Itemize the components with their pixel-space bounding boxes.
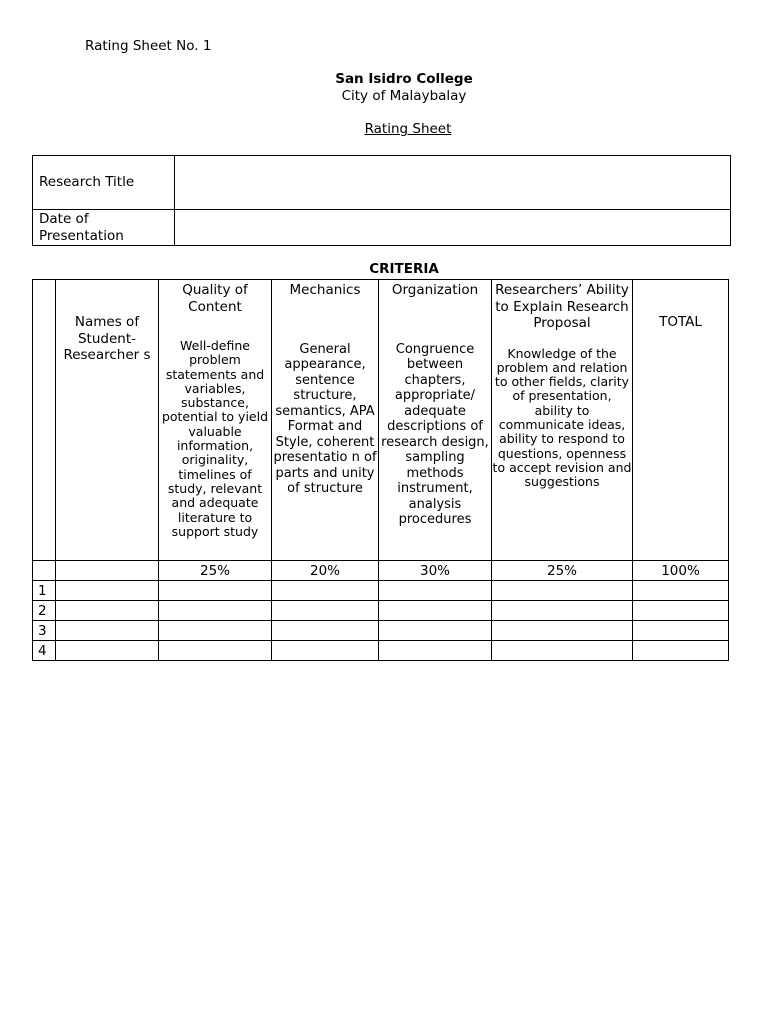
score-cell[interactable] (272, 641, 379, 661)
row-number: 3 (33, 621, 56, 641)
score-cell[interactable] (492, 601, 633, 621)
total-cell[interactable] (633, 621, 729, 641)
weight-cell: 20% (272, 561, 379, 581)
row-number-header (33, 280, 56, 561)
score-cell[interactable] (159, 641, 272, 661)
name-cell[interactable] (56, 621, 159, 641)
document-title: Rating Sheet (364, 121, 452, 137)
table-row (33, 601, 729, 621)
total-header-cell (633, 280, 729, 561)
criteria-table (32, 279, 729, 661)
total-cell[interactable] (633, 581, 729, 601)
name-cell[interactable] (56, 581, 159, 601)
score-cell[interactable] (492, 621, 633, 641)
total-cell[interactable] (633, 641, 729, 661)
criterion-quality-cell (159, 280, 272, 561)
weight-cell: 30% (379, 561, 492, 581)
research-info-table (32, 155, 731, 246)
table-row (33, 641, 729, 661)
score-cell[interactable] (379, 621, 492, 641)
weight-cell: 25% (159, 561, 272, 581)
score-cell[interactable] (379, 581, 492, 601)
criteria-heading: CRITERIA (369, 261, 439, 277)
criterion-description: Congruence between chapters, appropriate/ adequate descriptions of research design, sampling methods instrument, analysis procedures (381, 341, 489, 527)
table-row (33, 581, 729, 601)
criterion-title: Mechanics (289, 282, 361, 298)
city-name: City of Malaybalay (341, 88, 467, 104)
criterion-title: Quality of Content (182, 282, 248, 315)
score-cell[interactable] (272, 621, 379, 641)
college-name: San Isidro College (335, 71, 473, 87)
table-row (33, 621, 729, 641)
research-title-field[interactable] (175, 156, 731, 210)
criterion-title: Researchers’ Ability to Explain Research Proposal (495, 282, 629, 331)
rating-sheet-number: Rating Sheet No. 1 (85, 38, 212, 54)
name-cell[interactable] (56, 601, 159, 621)
total-cell[interactable] (633, 601, 729, 621)
names-header: Names of Student-Researcher s (63, 314, 151, 363)
score-cell[interactable] (492, 581, 633, 601)
name-cell[interactable] (56, 641, 159, 661)
criterion-title: Organization (391, 282, 479, 298)
criterion-description: Knowledge of the problem and relation to other fields, clarity of presentation, ability to communicate ideas, ability to respond to questions, openness to accept revision and suggestions (492, 345, 632, 490)
total-weight-cell: 100% (633, 561, 729, 581)
row-number: 1 (33, 581, 56, 601)
score-cell[interactable] (272, 581, 379, 601)
criterion-mechanics-cell (272, 280, 379, 561)
score-cell[interactable] (492, 641, 633, 661)
research-title-row (33, 156, 731, 210)
score-cell[interactable] (379, 601, 492, 621)
criterion-description: Well-define problem statements and variables, substance, potential to yield valuable information, originality, timelines of study, relevant and adequate literature to support study (161, 338, 269, 539)
criterion-description: General appearance, sentence structure, semantics, APA Format and Style, coherent presentatio n of parts and unity of structure (273, 341, 377, 496)
score-cell[interactable] (159, 601, 272, 621)
score-cell[interactable] (379, 641, 492, 661)
criterion-ability-cell (492, 280, 633, 561)
date-field[interactable] (175, 210, 731, 246)
research-title-label: Research Title (33, 156, 175, 210)
weight-cell: 25% (492, 561, 633, 581)
criterion-organization-cell (379, 280, 492, 561)
weight-row (33, 561, 729, 581)
weight-blank-cell (33, 561, 56, 581)
date-label: Date of Presentation (33, 210, 175, 246)
date-row (33, 210, 731, 246)
score-cell[interactable] (272, 601, 379, 621)
total-header: TOTAL (659, 314, 702, 330)
names-header-cell (56, 280, 159, 561)
row-number: 4 (33, 641, 56, 661)
row-number: 2 (33, 601, 56, 621)
score-cell[interactable] (159, 621, 272, 641)
weight-blank-cell (56, 561, 159, 581)
score-cell[interactable] (159, 581, 272, 601)
criteria-header-row (33, 280, 729, 561)
